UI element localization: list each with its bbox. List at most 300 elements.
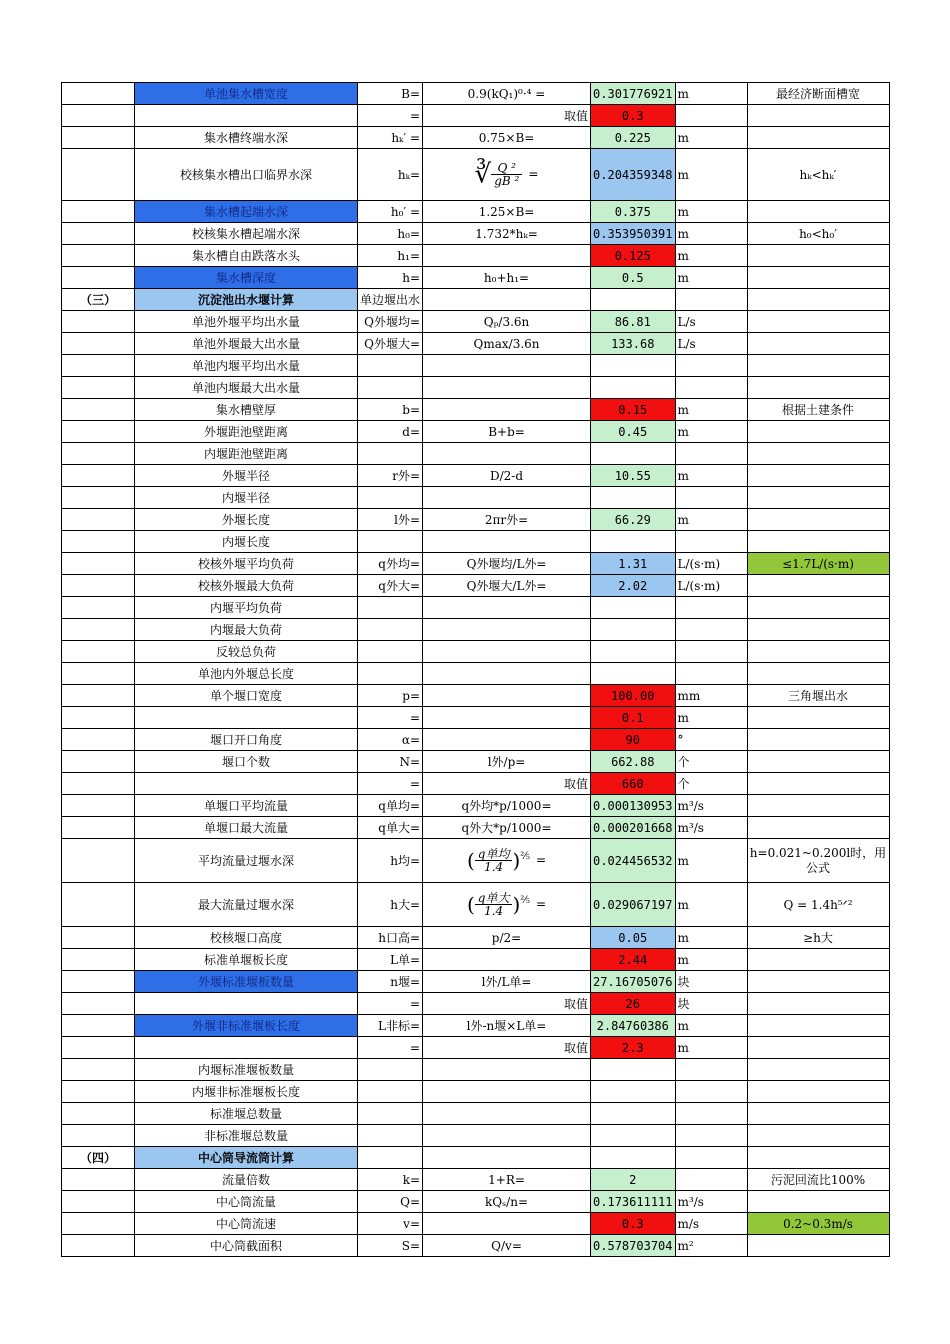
note-cell[interactable] [747,751,889,773]
unit-cell[interactable] [675,355,747,377]
formula-cell[interactable] [423,641,591,663]
formula-cell[interactable] [423,1169,591,1191]
formula-cell[interactable] [423,1059,591,1081]
formula-cell[interactable] [423,1147,591,1169]
formula-cell[interactable] [423,1081,591,1103]
item-name-cell[interactable] [135,751,358,773]
value-cell[interactable] [591,1125,675,1147]
value-cell[interactable] [591,993,675,1015]
section-label-cell[interactable] [62,641,135,663]
note-cell[interactable] [747,1081,889,1103]
symbol-cell[interactable] [358,1103,423,1125]
symbol-cell[interactable] [358,127,423,149]
item-name-cell[interactable] [135,1169,358,1191]
formula-cell[interactable] [423,333,591,355]
formula-cell[interactable] [423,509,591,531]
section-label-cell[interactable] [62,201,135,223]
note-cell[interactable] [747,1213,889,1235]
unit-cell[interactable] [675,531,747,553]
item-name-cell[interactable] [135,377,358,399]
item-name-cell[interactable] [135,465,358,487]
item-name-cell[interactable] [135,149,358,201]
formula-cell[interactable] [423,553,591,575]
value-cell[interactable] [591,421,675,443]
value-cell[interactable] [591,267,675,289]
value-cell[interactable] [591,1081,675,1103]
formula-cell[interactable] [423,795,591,817]
symbol-cell[interactable] [358,201,423,223]
symbol-cell[interactable] [358,993,423,1015]
unit-cell[interactable] [675,1015,747,1037]
note-cell[interactable] [747,443,889,465]
symbol-cell[interactable] [358,487,423,509]
unit-cell[interactable] [675,707,747,729]
item-name-cell[interactable] [135,553,358,575]
item-name-cell[interactable] [135,1125,358,1147]
section-label-cell[interactable] [62,127,135,149]
unit-cell[interactable] [675,949,747,971]
item-name-cell[interactable] [135,1059,358,1081]
section-label-cell[interactable] [62,1081,135,1103]
note-cell[interactable] [747,729,889,751]
symbol-cell[interactable] [358,663,423,685]
formula-cell[interactable] [423,597,591,619]
note-cell[interactable] [747,531,889,553]
note-cell[interactable] [747,127,889,149]
value-cell[interactable] [591,333,675,355]
item-name-cell[interactable] [135,443,358,465]
value-cell[interactable] [591,553,675,575]
section-label-cell[interactable] [62,311,135,333]
value-cell[interactable] [591,751,675,773]
symbol-cell[interactable] [358,311,423,333]
value-cell[interactable] [591,465,675,487]
symbol-cell[interactable] [358,83,423,105]
value-cell[interactable] [591,707,675,729]
note-cell[interactable] [747,1169,889,1191]
value-cell[interactable] [591,1169,675,1191]
section-label-cell[interactable] [62,355,135,377]
unit-cell[interactable] [675,149,747,201]
section-label-cell[interactable] [62,1147,135,1169]
item-name-cell[interactable] [135,531,358,553]
value-cell[interactable] [591,105,675,127]
section-label-cell[interactable] [62,1059,135,1081]
unit-cell[interactable] [675,817,747,839]
item-name-cell[interactable] [135,83,358,105]
section-label-cell[interactable] [62,421,135,443]
unit-cell[interactable] [675,993,747,1015]
formula-cell[interactable] [423,1125,591,1147]
unit-cell[interactable] [675,245,747,267]
section-label-cell[interactable] [62,443,135,465]
symbol-cell[interactable] [358,971,423,993]
unit-cell[interactable] [675,1213,747,1235]
item-name-cell[interactable] [135,421,358,443]
note-cell[interactable] [747,685,889,707]
symbol-cell[interactable] [358,707,423,729]
item-name-cell[interactable] [135,1213,358,1235]
unit-cell[interactable] [675,267,747,289]
section-label-cell[interactable] [62,245,135,267]
item-name-cell[interactable] [135,127,358,149]
unit-cell[interactable] [675,509,747,531]
unit-cell[interactable] [675,1147,747,1169]
value-cell[interactable] [591,619,675,641]
section-label-cell[interactable] [62,509,135,531]
section-label-cell[interactable] [62,289,135,311]
section-label-cell[interactable] [62,619,135,641]
section-label-cell[interactable] [62,531,135,553]
symbol-cell[interactable] [358,949,423,971]
formula-cell[interactable] [423,443,591,465]
unit-cell[interactable] [675,311,747,333]
unit-cell[interactable] [675,795,747,817]
item-name-cell[interactable] [135,795,358,817]
note-cell[interactable] [747,1125,889,1147]
symbol-cell[interactable] [358,1081,423,1103]
unit-cell[interactable] [675,685,747,707]
unit-cell[interactable] [675,201,747,223]
value-cell[interactable] [591,83,675,105]
note-cell[interactable] [747,575,889,597]
section-label-cell[interactable] [62,465,135,487]
note-cell[interactable] [747,641,889,663]
note-cell[interactable] [747,267,889,289]
section-label-cell[interactable] [62,399,135,421]
note-cell[interactable] [747,619,889,641]
value-cell[interactable] [591,127,675,149]
note-cell[interactable] [747,927,889,949]
note-cell[interactable] [747,1103,889,1125]
value-cell[interactable] [591,1191,675,1213]
section-label-cell[interactable] [62,927,135,949]
item-name-cell[interactable] [135,685,358,707]
value-cell[interactable] [591,1213,675,1235]
value-cell[interactable] [591,1037,675,1059]
section-label-cell[interactable] [62,751,135,773]
formula-cell[interactable] [423,1037,591,1059]
section-label-cell[interactable] [62,817,135,839]
symbol-cell[interactable] [358,1015,423,1037]
unit-cell[interactable] [675,619,747,641]
value-cell[interactable] [591,663,675,685]
formula-cell[interactable] [423,311,591,333]
note-cell[interactable] [747,707,889,729]
value-cell[interactable] [591,377,675,399]
item-name-cell[interactable] [135,773,358,795]
item-name-cell[interactable] [135,289,358,311]
note-cell[interactable] [747,377,889,399]
unit-cell[interactable] [675,377,747,399]
formula-cell[interactable] [423,127,591,149]
unit-cell[interactable] [675,83,747,105]
unit-cell[interactable] [675,333,747,355]
section-label-cell[interactable] [62,105,135,127]
unit-cell[interactable] [675,1103,747,1125]
unit-cell[interactable] [675,1059,747,1081]
item-name-cell[interactable] [135,883,358,927]
note-cell[interactable] [747,465,889,487]
symbol-cell[interactable] [358,421,423,443]
note-cell[interactable] [747,1235,889,1257]
item-name-cell[interactable] [135,245,358,267]
formula-cell[interactable] [423,83,591,105]
note-cell[interactable] [747,1059,889,1081]
section-label-cell[interactable] [62,993,135,1015]
formula-cell[interactable] [423,949,591,971]
unit-cell[interactable] [675,487,747,509]
symbol-cell[interactable] [358,575,423,597]
unit-cell[interactable] [675,729,747,751]
item-name-cell[interactable] [135,267,358,289]
unit-cell[interactable] [675,927,747,949]
symbol-cell[interactable] [358,795,423,817]
unit-cell[interactable] [675,223,747,245]
item-name-cell[interactable] [135,949,358,971]
item-name-cell[interactable] [135,1015,358,1037]
formula-cell[interactable] [423,685,591,707]
formula-cell[interactable] [423,377,591,399]
symbol-cell[interactable] [358,289,423,311]
unit-cell[interactable] [675,1081,747,1103]
formula-cell[interactable] [423,355,591,377]
item-name-cell[interactable] [135,1103,358,1125]
value-cell[interactable] [591,443,675,465]
item-name-cell[interactable] [135,663,358,685]
formula-cell[interactable] [423,267,591,289]
value-cell[interactable] [591,839,675,883]
unit-cell[interactable] [675,575,747,597]
value-cell[interactable] [591,487,675,509]
item-name-cell[interactable] [135,355,358,377]
value-cell[interactable] [591,509,675,531]
value-cell[interactable] [591,795,675,817]
unit-cell[interactable] [675,421,747,443]
item-name-cell[interactable] [135,597,358,619]
section-label-cell[interactable] [62,685,135,707]
symbol-cell[interactable] [358,553,423,575]
note-cell[interactable] [747,971,889,993]
symbol-cell[interactable] [358,773,423,795]
formula-cell[interactable] [423,531,591,553]
symbol-cell[interactable] [358,1213,423,1235]
item-name-cell[interactable] [135,1191,358,1213]
note-cell[interactable] [747,421,889,443]
formula-cell[interactable] [423,993,591,1015]
section-label-cell[interactable] [62,1015,135,1037]
symbol-cell[interactable] [358,1191,423,1213]
note-cell[interactable] [747,1037,889,1059]
note-cell[interactable] [747,597,889,619]
value-cell[interactable] [591,399,675,421]
section-label-cell[interactable] [62,729,135,751]
symbol-cell[interactable] [358,223,423,245]
formula-cell[interactable] [423,817,591,839]
item-name-cell[interactable] [135,993,358,1015]
formula-cell[interactable] [423,663,591,685]
section-label-cell[interactable] [62,1169,135,1191]
formula-cell[interactable] [423,223,591,245]
note-cell[interactable] [747,289,889,311]
note-cell[interactable] [747,795,889,817]
item-name-cell[interactable] [135,575,358,597]
unit-cell[interactable] [675,1235,747,1257]
value-cell[interactable] [591,729,675,751]
unit-cell[interactable] [675,443,747,465]
section-label-cell[interactable] [62,149,135,201]
note-cell[interactable] [747,355,889,377]
symbol-cell[interactable] [358,839,423,883]
unit-cell[interactable] [675,839,747,883]
symbol-cell[interactable] [358,1147,423,1169]
value-cell[interactable] [591,685,675,707]
formula-cell[interactable] [423,575,591,597]
section-label-cell[interactable] [62,83,135,105]
formula-cell[interactable] [423,839,591,883]
unit-cell[interactable] [675,1037,747,1059]
symbol-cell[interactable] [358,149,423,201]
section-label-cell[interactable] [62,839,135,883]
note-cell[interactable] [747,311,889,333]
unit-cell[interactable] [675,971,747,993]
symbol-cell[interactable] [358,883,423,927]
symbol-cell[interactable] [358,333,423,355]
note-cell[interactable] [747,773,889,795]
value-cell[interactable] [591,971,675,993]
value-cell[interactable] [591,1059,675,1081]
value-cell[interactable] [591,773,675,795]
symbol-cell[interactable] [358,465,423,487]
section-label-cell[interactable] [62,597,135,619]
symbol-cell[interactable] [358,355,423,377]
section-label-cell[interactable] [62,223,135,245]
section-label-cell[interactable] [62,773,135,795]
unit-cell[interactable] [675,399,747,421]
symbol-cell[interactable] [358,267,423,289]
formula-cell[interactable] [423,1213,591,1235]
value-cell[interactable] [591,1103,675,1125]
value-cell[interactable] [591,1147,675,1169]
formula-cell[interactable] [423,1015,591,1037]
value-cell[interactable] [591,597,675,619]
symbol-cell[interactable] [358,377,423,399]
item-name-cell[interactable] [135,1235,358,1257]
value-cell[interactable] [591,223,675,245]
symbol-cell[interactable] [358,1235,423,1257]
value-cell[interactable] [591,883,675,927]
note-cell[interactable] [747,883,889,927]
item-name-cell[interactable] [135,311,358,333]
item-name-cell[interactable] [135,399,358,421]
item-name-cell[interactable] [135,707,358,729]
symbol-cell[interactable] [358,597,423,619]
note-cell[interactable] [747,333,889,355]
note-cell[interactable] [747,399,889,421]
item-name-cell[interactable] [135,201,358,223]
formula-cell[interactable] [423,399,591,421]
item-name-cell[interactable] [135,619,358,641]
unit-cell[interactable] [675,883,747,927]
section-label-cell[interactable] [62,377,135,399]
value-cell[interactable] [591,1015,675,1037]
section-label-cell[interactable] [62,487,135,509]
unit-cell[interactable] [675,773,747,795]
value-cell[interactable] [591,927,675,949]
note-cell[interactable] [747,553,889,575]
section-label-cell[interactable] [62,949,135,971]
formula-cell[interactable] [423,201,591,223]
item-name-cell[interactable] [135,223,358,245]
note-cell[interactable] [747,223,889,245]
note-cell[interactable] [747,1191,889,1213]
symbol-cell[interactable] [358,399,423,421]
unit-cell[interactable] [675,553,747,575]
value-cell[interactable] [591,201,675,223]
unit-cell[interactable] [675,1169,747,1191]
symbol-cell[interactable] [358,817,423,839]
formula-cell[interactable] [423,751,591,773]
item-name-cell[interactable] [135,1081,358,1103]
item-name-cell[interactable] [135,817,358,839]
note-cell[interactable] [747,1147,889,1169]
formula-cell[interactable] [423,105,591,127]
section-label-cell[interactable] [62,1037,135,1059]
item-name-cell[interactable] [135,333,358,355]
unit-cell[interactable] [675,105,747,127]
section-label-cell[interactable] [62,553,135,575]
symbol-cell[interactable] [358,531,423,553]
formula-cell[interactable] [423,707,591,729]
note-cell[interactable] [747,149,889,201]
item-name-cell[interactable] [135,105,358,127]
note-cell[interactable] [747,509,889,531]
value-cell[interactable] [591,641,675,663]
section-label-cell[interactable] [62,333,135,355]
unit-cell[interactable] [675,663,747,685]
symbol-cell[interactable] [358,729,423,751]
symbol-cell[interactable] [358,509,423,531]
unit-cell[interactable] [675,1125,747,1147]
value-cell[interactable] [591,817,675,839]
note-cell[interactable] [747,105,889,127]
symbol-cell[interactable] [358,619,423,641]
symbol-cell[interactable] [358,1059,423,1081]
note-cell[interactable] [747,817,889,839]
value-cell[interactable] [591,245,675,267]
item-name-cell[interactable] [135,971,358,993]
item-name-cell[interactable] [135,927,358,949]
symbol-cell[interactable] [358,641,423,663]
section-label-cell[interactable] [62,663,135,685]
section-label-cell[interactable] [62,883,135,927]
item-name-cell[interactable] [135,641,358,663]
formula-cell[interactable] [423,883,591,927]
formula-cell[interactable] [423,487,591,509]
section-label-cell[interactable] [62,971,135,993]
value-cell[interactable] [591,575,675,597]
formula-cell[interactable] [423,1191,591,1213]
value-cell[interactable] [591,949,675,971]
section-label-cell[interactable] [62,1125,135,1147]
value-cell[interactable] [591,1235,675,1257]
formula-cell[interactable] [423,465,591,487]
note-cell[interactable] [747,839,889,883]
item-name-cell[interactable] [135,1147,358,1169]
formula-cell[interactable] [423,149,591,201]
symbol-cell[interactable] [358,245,423,267]
section-label-cell[interactable] [62,1191,135,1213]
